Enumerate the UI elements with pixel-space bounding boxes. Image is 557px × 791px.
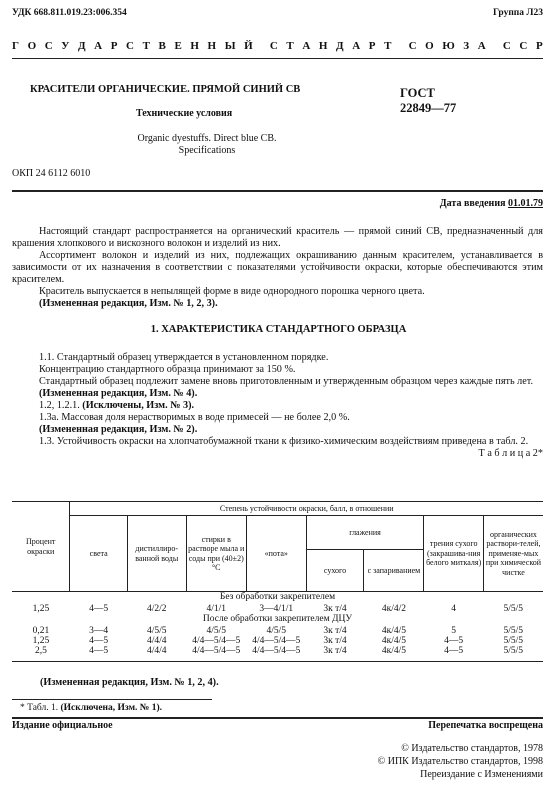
banner-letter: Н xyxy=(318,40,328,52)
gost-number: 22849—77 xyxy=(400,101,457,115)
banner-letter: С xyxy=(126,40,134,52)
gost-label: ГОСТ xyxy=(400,86,435,100)
intro-paragraph: Ассортимент волокон и изделий из них, подлежащих окрашиванию данным красителем, устанавливается в зависимости от их назначения в соответствии с показателями устойчивости окраски, которые обеспечиваются этим красителем. xyxy=(12,250,543,285)
clause-1-2-note: (Исключены, Изм. № 3). xyxy=(82,400,195,411)
intro-text xyxy=(12,226,543,310)
banner-letter: С xyxy=(44,40,53,52)
table-cell: 4—5 xyxy=(444,645,464,656)
table-cell: 2,5 xyxy=(35,645,47,656)
table-cell: 4—5 xyxy=(444,635,464,646)
table-cell: 4/4—5/4—5 xyxy=(252,645,301,656)
table-row xyxy=(12,604,543,614)
banner-letter: Й xyxy=(244,40,253,52)
header-ironing-dry: сухого xyxy=(306,550,364,592)
table-cell: 3—4/1/1 xyxy=(259,603,294,614)
banner-letter: А xyxy=(352,40,361,52)
banner-letter: С xyxy=(502,40,511,52)
header-wash: стирки в растворе мыла и соды при (40±2) °С xyxy=(186,516,246,592)
table-cell: 4—5 xyxy=(89,603,109,614)
banner-letter: Т xyxy=(286,40,294,52)
banner-letter: Р xyxy=(110,40,118,52)
banner-letter: С xyxy=(519,40,528,52)
introduction-date-label: Дата введения xyxy=(439,198,508,209)
banner-letter: С xyxy=(269,40,278,52)
table-cell: 4/4—5/4—5 xyxy=(192,635,241,646)
banner-letter: Ы xyxy=(224,40,236,52)
english-title-line2: Specifications xyxy=(178,145,236,156)
introduction-date-value: 01.01.79 xyxy=(508,198,543,209)
header-percent: Процент окраски xyxy=(12,502,70,592)
copyright-block xyxy=(378,742,543,781)
table-row xyxy=(12,646,543,656)
table-cell: 5/5/5 xyxy=(503,645,523,656)
intro-paragraph: Краситель выпускается в непылящей форме в виде однородного порошка черного цвета. xyxy=(39,286,425,297)
banner-letter: Д xyxy=(336,40,344,52)
english-title xyxy=(107,133,307,157)
header-ironing-wet: с запариванием xyxy=(364,550,424,592)
banner-letter: Е xyxy=(174,40,182,52)
banner-letter: Н xyxy=(190,40,199,52)
table-cell: 4/1/1 xyxy=(206,603,226,614)
header-solvents: органических раствори-телей, применяе-мых при химической чистке xyxy=(483,516,543,592)
banner-letter: С xyxy=(408,40,417,52)
banner-letter: Ю xyxy=(442,40,455,52)
table-cell: 4к/4/5 xyxy=(381,625,406,636)
header-water: дистиллиро-ванной воды xyxy=(127,516,186,592)
clause-1-2 xyxy=(12,400,543,412)
table-cell: 3к т/4 xyxy=(323,625,347,636)
banner-letter: О xyxy=(27,40,37,52)
table-cell: 5/5/5 xyxy=(503,603,523,614)
okp-code: ОКП 24 6112 6010 xyxy=(12,168,91,179)
header-rule xyxy=(12,58,543,59)
table-label: Т а б л и ц а 2* xyxy=(478,448,543,459)
reprint-prohibited: Перепечатка воспрещена xyxy=(428,720,543,731)
table-cell: 4—5 xyxy=(89,645,109,656)
state-standard-banner xyxy=(12,40,543,52)
edition-rule xyxy=(12,717,543,719)
footnote-rule xyxy=(12,699,212,700)
clause-1-1: 1.1. Стандартный образец утверждается в установленном порядке. xyxy=(39,352,329,363)
banner-letter: Д xyxy=(77,40,86,52)
banner-letter: Р xyxy=(368,40,376,52)
gost-designation xyxy=(400,86,456,116)
table-cell: 5/5/5 xyxy=(503,625,523,636)
copyright-1978: © Издательство стандартов, 1978 xyxy=(401,743,543,754)
clause-concentration: Концентрацию стандартного образца принимают за 150 %. xyxy=(39,364,296,375)
okp-rule xyxy=(12,190,543,192)
table-cell: 1,25 xyxy=(32,603,50,614)
group-code: Группа Л23 xyxy=(492,8,543,18)
clause-1-3a: 1.3а. Массовая доля нерастворимых в воде примесей — не более 2,0 %. xyxy=(39,412,350,423)
table-cell: 4к/4/5 xyxy=(381,635,406,646)
official-edition: Издание официальное xyxy=(12,720,113,731)
change-note-2: (Измененная редакция, Изм. № 2). xyxy=(39,424,198,435)
banner-letter: А xyxy=(94,40,103,52)
banner-letter: В xyxy=(158,40,166,52)
clause-1-2-number: 1.2, 1.2.1. xyxy=(39,400,83,411)
fastness-table xyxy=(12,501,543,662)
banner-letter: Р xyxy=(535,40,543,52)
section-1-text xyxy=(12,352,543,460)
table-change-note: (Измененная редакция, Изм. № 1, 2, 4). xyxy=(40,677,219,688)
table-row xyxy=(12,636,543,646)
header-fastness: Степень устойчивости окраски, балл, в отношении xyxy=(70,502,543,516)
banner-letter: Т xyxy=(384,40,392,52)
header-ironing: глажения xyxy=(306,516,424,550)
footnote xyxy=(20,703,162,713)
banner-letter: З xyxy=(463,40,470,52)
header-rubbing: трения сухого (закрашива-ния белого миткаля) xyxy=(424,516,483,592)
table-cell: 4/4—5/4—5 xyxy=(252,635,301,646)
english-title-line1: Organic dyestuffs. Direct blue CB. xyxy=(137,133,277,144)
subheader-after-fixer: После обработки закрепителем ДЦУ xyxy=(202,613,353,624)
section-1-title: 1. ХАРАКТЕРИСТИКА СТАНДАРТНОГО ОБРАЗЦА xyxy=(150,324,407,335)
table-cell: 3к т/4 xyxy=(323,603,347,614)
table-cell: 4к/4/2 xyxy=(381,603,406,614)
standard-subtitle: Технические условия xyxy=(136,108,233,119)
table-cell: 0,21 xyxy=(32,625,50,636)
footnote-note: (Исключена, Изм. № 1). xyxy=(60,703,163,713)
change-note-4: (Измененная редакция, Изм. № 4). xyxy=(39,388,198,399)
banner-letter: Н xyxy=(207,40,217,52)
header-light: света xyxy=(70,516,127,592)
clause-1-3: 1.3. Устойчивость окраски на хлопчатобумажной ткани к физико-химическим воздействиям приведена в табл. 2. xyxy=(39,436,529,447)
table-cell: 1,25 xyxy=(32,635,50,646)
table-cell: 4—5 xyxy=(89,635,109,646)
banner-letter: У xyxy=(61,40,70,52)
table-cell: 4/5/5 xyxy=(266,625,286,636)
banner-letter: Г xyxy=(12,40,19,52)
table-cell: 4 xyxy=(451,603,457,614)
table-cell: 3к т/4 xyxy=(323,635,347,646)
table-cell: 3к т/4 xyxy=(323,645,347,656)
copyright-1998: © ИПК Издательство стандартов, 1998 xyxy=(377,756,543,767)
table-cell: 4/5/5 xyxy=(146,625,167,636)
udk-code: УДК 668.811.019.23:006.354 xyxy=(12,8,127,18)
table-cell: 4/4/4 xyxy=(146,635,167,646)
banner-letter: О xyxy=(425,40,434,52)
table-cell: 4/5/5 xyxy=(206,625,226,636)
intro-paragraph: Настоящий стандарт распространяется на органический краситель — прямой синий СВ, предназначенный для крашения хлопкового и вискозного волокон и изделий из них. xyxy=(12,226,543,249)
banner-letter: А xyxy=(477,40,486,52)
intro-change-note: (Измененная редакция, Изм. № 1, 2, 3). xyxy=(39,298,218,309)
introduction-date xyxy=(440,198,543,209)
table-cell: 4/4—5/4—5 xyxy=(192,645,241,656)
footnote-text: * Табл. 1. xyxy=(20,703,61,713)
subheader-no-fixer: Без обработки закрепителем xyxy=(12,592,543,604)
table-cell: 4/4/4 xyxy=(146,645,167,656)
table-cell: 4/2/2 xyxy=(146,603,167,614)
banner-letter: А xyxy=(302,40,311,52)
table-cell: 3—4 xyxy=(89,625,109,636)
reissue-note: Переиздание с Изменениями xyxy=(420,769,543,780)
table-cell: 4к/4/5 xyxy=(381,645,406,656)
table-cell: 5/5/5 xyxy=(503,635,523,646)
header-sweat: «пота» xyxy=(246,516,306,592)
banner-letter: Т xyxy=(142,40,150,52)
table-cell: 5 xyxy=(451,625,457,636)
table-row xyxy=(12,626,543,636)
clause-replacement: Стандартный образец подлежит замене вновь приготовленным и утвержденным образцом через каждые пять лет. xyxy=(39,376,533,387)
standard-title: КРАСИТЕЛИ ОРГАНИЧЕСКИЕ. ПРЯМОЙ СИНИЙ СВ xyxy=(30,84,301,95)
